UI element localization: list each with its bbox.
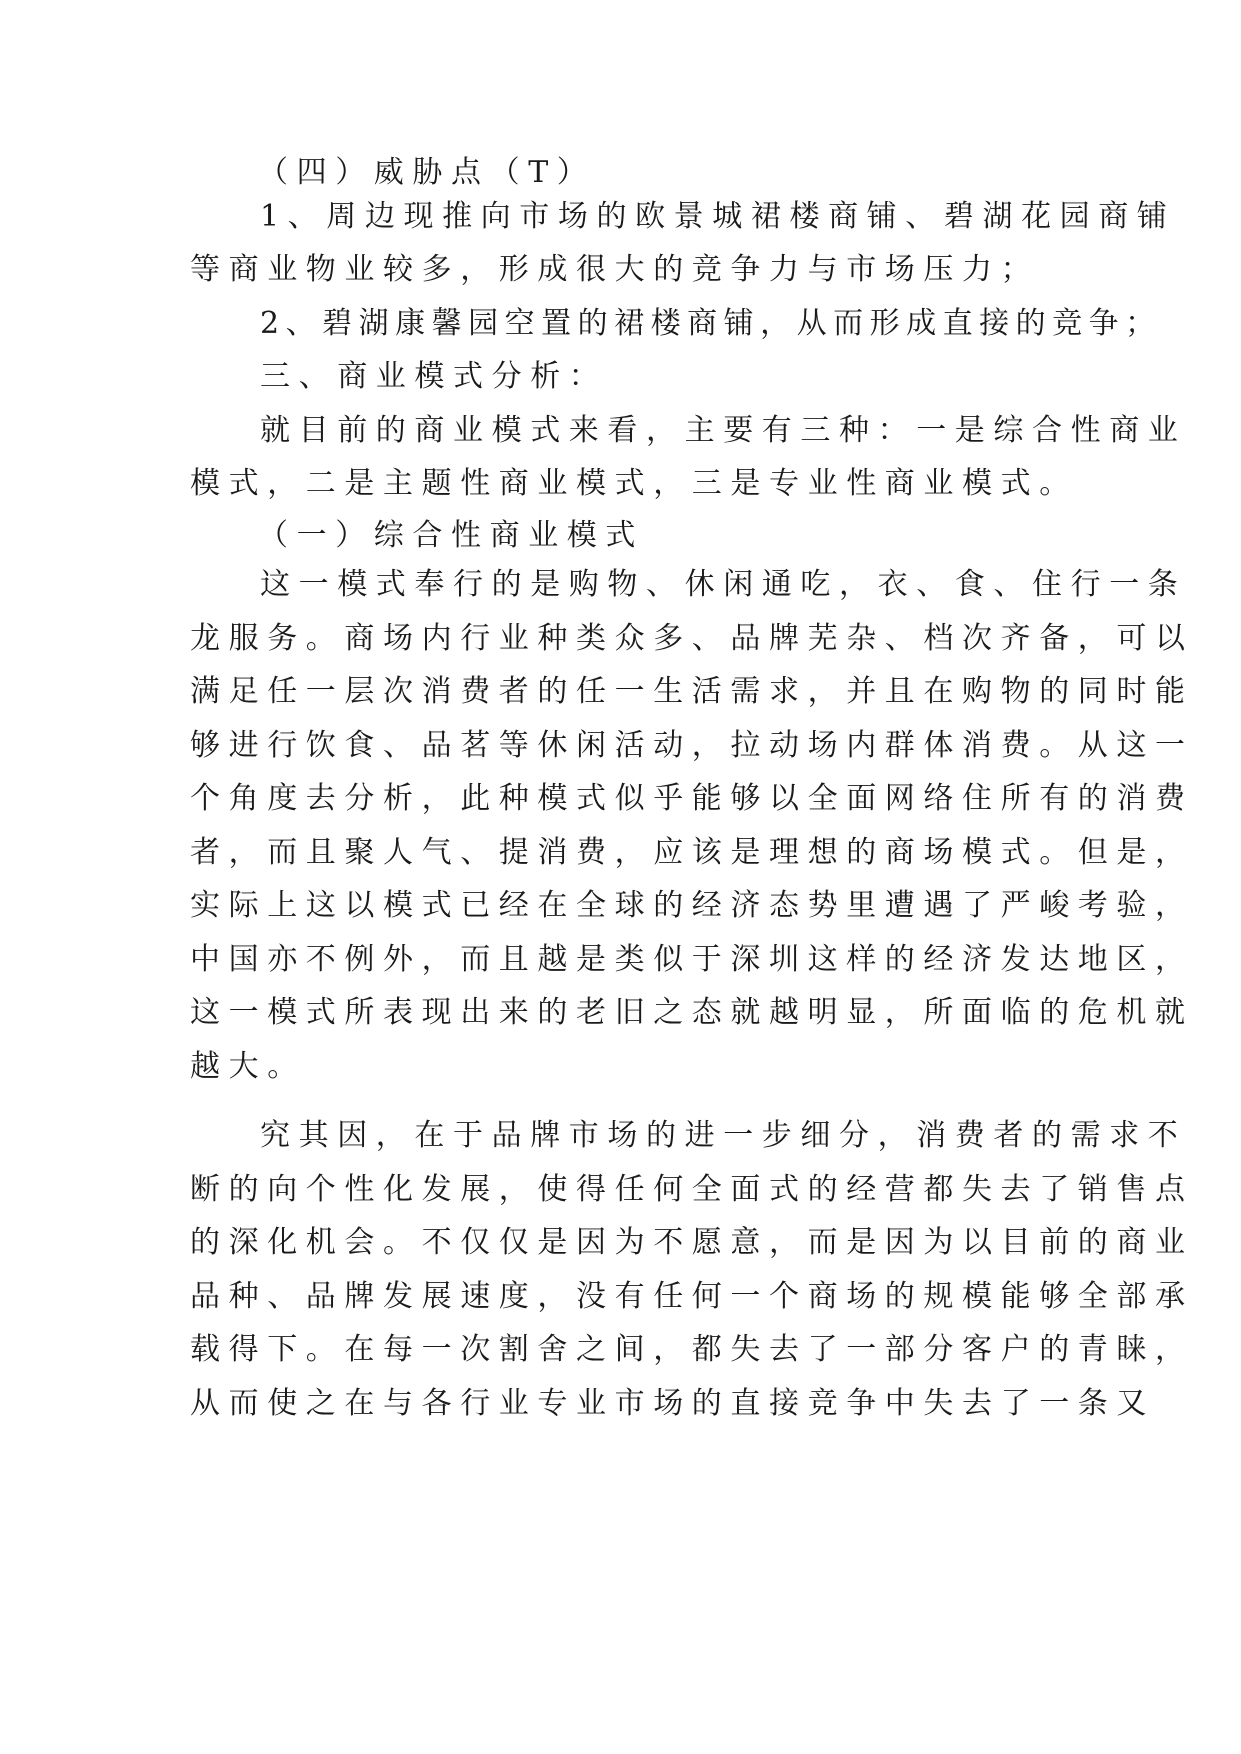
- paragraph-line: 2、碧湖康馨园空置的裙楼商铺，从而形成直接的竞争；: [260, 306, 1162, 341]
- paragraph-line: 个角度去分析，此种模式似乎能够以全面网络住所有的消费: [190, 781, 1194, 816]
- paragraph-line: 品种、品牌发展速度，没有任何一个商场的规模能够全部承: [190, 1279, 1194, 1314]
- paragraph-line: 实际上这以模式已经在全球的经济态势里遭遇了严峻考验，: [190, 888, 1194, 923]
- section-heading-business-model: 三、商业模式分析：: [260, 359, 608, 394]
- paragraph-line: 就目前的商业模式来看，主要有三种：一是综合性商业: [260, 413, 1187, 448]
- paragraph-line: 者，而且聚人气、提消费，应该是理想的商场模式。但是，: [190, 835, 1194, 870]
- paragraph-line: 这一模式所表现出来的老旧之态就越明显，所面临的危机就: [190, 995, 1194, 1030]
- paragraph-line: 断的向个性化发展，使得任何全面式的经营都失去了销售点: [190, 1172, 1194, 1207]
- paragraph-line: 中国亦不例外，而且越是类似于深圳这样的经济发达地区，: [190, 942, 1194, 977]
- paragraph-line: 从而使之在与各行业专业市场的直接竞争中失去了一条又: [190, 1386, 1155, 1421]
- subsection-heading-comprehensive: （一）综合性商业模式: [258, 518, 644, 553]
- paragraph-line: 1、周边现推向市场的欧景城裙楼商铺、碧湖花园商铺: [260, 199, 1176, 234]
- section-heading-threats: （四）威胁点（T）: [258, 155, 596, 190]
- paragraph-line: 载得下。在每一次割舍之间，都失去了一部分客户的青睐，: [190, 1332, 1194, 1367]
- paragraph-line: 模式，二是主题性商业模式，三是专业性商业模式。: [190, 466, 1078, 501]
- paragraph-line: 究其因，在于品牌市场的进一步细分，消费者的需求不: [260, 1118, 1187, 1153]
- paragraph-line: 这一模式奉行的是购物、休闲通吃，衣、食、住行一条: [260, 567, 1187, 602]
- paragraph-line: 满足任一层次消费者的任一生活需求，并且在购物的同时能: [190, 674, 1194, 709]
- paragraph-line: 越大。: [190, 1049, 306, 1084]
- paragraph-line: 等商业物业较多，形成很大的竞争力与市场压力；: [190, 252, 1040, 287]
- paragraph-line: 的深化机会。不仅仅是因为不愿意，而是因为以目前的商业: [190, 1225, 1194, 1260]
- paragraph-line: 龙服务。商场内行业种类众多、品牌芜杂、档次齐备，可以: [190, 621, 1194, 656]
- paragraph-line: 够进行饮食、品茗等休闲活动，拉动场内群体消费。从这一: [190, 728, 1194, 763]
